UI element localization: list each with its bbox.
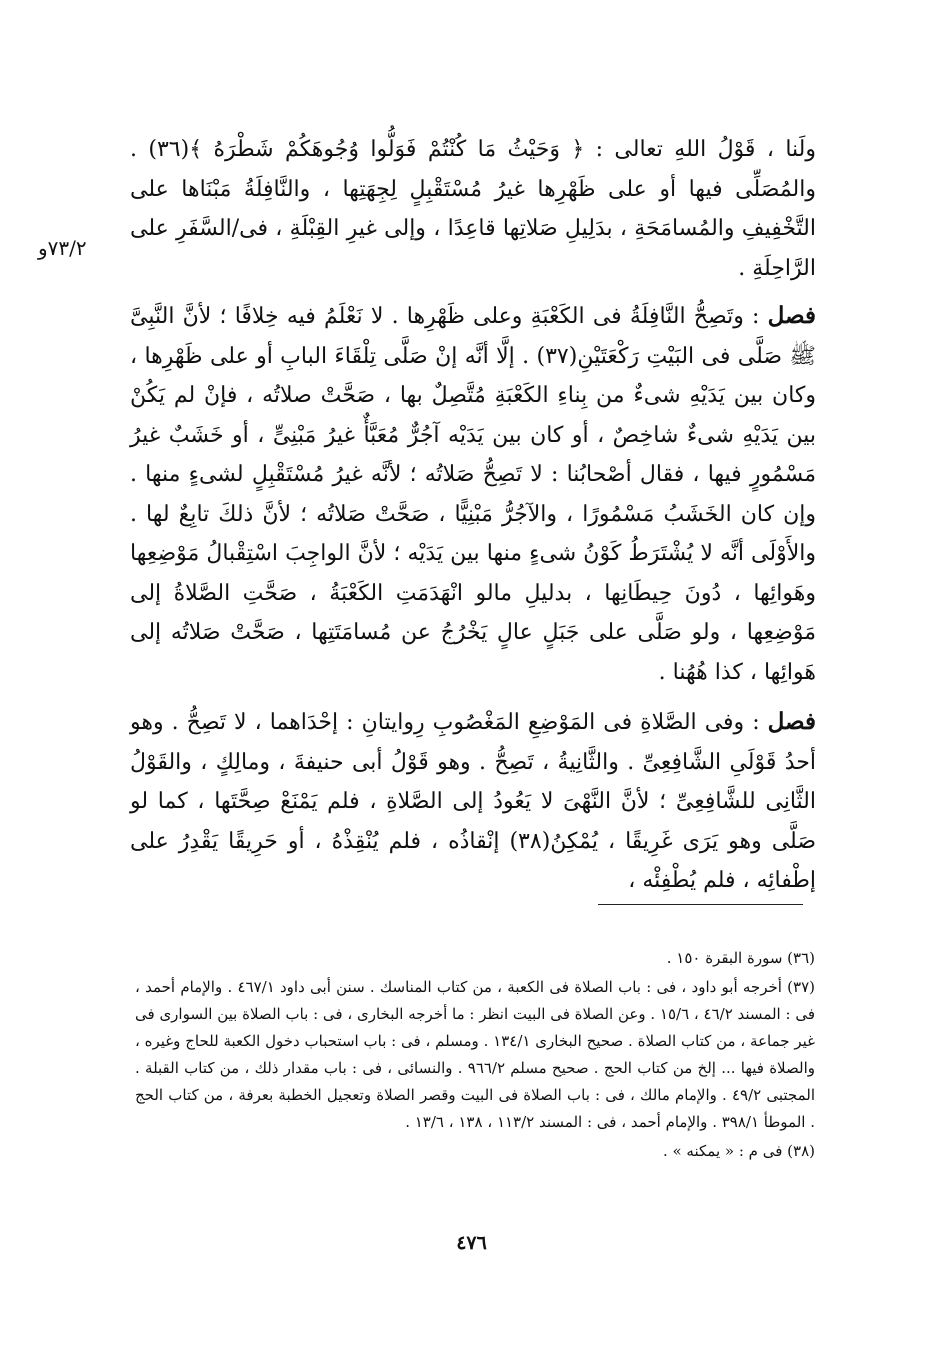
page-number: ٤٧٦ <box>456 1232 487 1254</box>
paragraph <box>130 130 816 288</box>
footnote: (٣٧) أخرجه أبو داود ، فى : باب الصلاة فى الكعبة ، من كتاب المناسك . سنن أبى داود ٤٦٧/١ . والإمام أحمد ، فى : المسند ٤٦/٢ ، ١٥/٦ . وعن الصلاة فى البيت انظر : ما أخرجه البخارى ، فى : باب الصلاة بين السوارى فى غير جماعة ، من كتاب الصلاة . صحيح البخارى ١٣٤/١ . ومسلم ، فى : باب استحباب دخول الكعبة للحاج وغيره ، والصلاة فيها ... إلخ من كتاب الحج . صحيح مسلم ٩٦٦/٢ . والنسائى ، فى : باب مقدار ذلك ، من كتاب القبلة . المجتبى ٤٩/٢ . والإمام مالك ، فى : باب الصلاة فى البيت وقصر الصلاة وتعجيل الخطبة بعرفة ، من كتاب الحج . الموطأ ٣٩٨/١ . والإمام أحمد ، فى : المسند ١١٣/٢ ، ١٣٨ ، ١٣/٦ . <box>135 978 816 1131</box>
footnote-separator <box>598 904 803 905</box>
main-text-body <box>130 130 816 911</box>
paragraph-text: : وتَصِحُّ النَّافِلَةُ فى الكَعْبَةِ وعلى ظَهْرِها . لا نَعْلَمُ فيه خِلافًا ؛ لأنَّ النَّبِىَّ ﷺ صَلَّى فى البَيْتِ رَكْعَتَيْنِ(٣٧) . إلَّا أنَّه إنْ صَلَّى تِلْقَاءَ البابِ أو على ظَهْرِها ، وكان بين يَدَيْهِ شىءٌ من بِناءِ الكَعْبَةِ مُتَّصِلٌ بها ، صَحَّتْ صلاتُه ، فإنْ لم يَكُنْ بين يَدَيْهِ شىءٌ شاخِصٌ ، أو كان بين يَدَيْه آجُرٌّ مُعَبَّأٌ غيرُ مَبْنِىٍّ ، أو خَشَبٌ غيرُ مَسْمُورٍ فيها ، فقال أصْحابُنا : لا تَصِحُّ صَلاتُه ؛ لأنَّه غيرُ مُسْتَقْبِلٍ لشىءٍ منها . وإن كان الخَشَبُ مَسْمُورًا ، والآجُرُّ مَبْنِيًّا ، صَحَّتْ صَلاتُه ؛ لأنَّ ذلكَ تابِعٌ لها . والأَوْلَى أنَّه لا يُشْتَرَطُ كَوْنُ شىءٍ منها بين يَدَيْه ؛ لأنَّ الواجِبَ اسْتِقْبالُ مَوْضِعِها وهَوائِها ، دُونَ حِيطَانِها ، بدليلِ مالو انْهَدَمَتِ الكَعْبَةُ ، صَحَّتِ الصَّلاةُ إلى مَوْضِعِها ، ولو صَلَّى على جَبَلٍ عالٍ يَخْرُجُ عن مُسامَتَتِها ، صَحَّتْ صَلاتُه إلى هَوائِها ، كذا هُهُنا . <box>130 304 817 685</box>
section-heading: فصل <box>767 302 816 329</box>
footnotes <box>135 945 815 1167</box>
paragraph <box>130 702 816 901</box>
margin-folio-reference: ٧٣/٢و <box>38 236 87 260</box>
paragraph-text: ولَنا ، قَوْلُ اللهِ تعالى : ﴿ وَحَيْثُ مَا كُنْتُمْ فَوَلُّوا وُجُوهَكُمْ شَطْرَهُ ﴾(٣٦) . والمُصَلِّى فيها أو على ظَهْرِها غيرُ مُسْتَقْبِلٍ لِجِهَتِها ، والنَّافِلَةُ مَبْنَاها على التَّخْفِيفِ والمُسامَحَةِ ، بدَلِيلِ صَلاتِها قاعِدًا ، وإلى غيرِ القِبْلَةِ ، فى/السَّفَرِ على الرَّاحِلَةِ . <box>130 137 817 281</box>
footnote: (٣٦) سورة البقرة ١٥٠ . <box>666 949 815 967</box>
paragraph <box>130 296 816 692</box>
section-heading: فصل <box>767 708 816 735</box>
paragraph-text: : وفى الصَّلاةِ فى المَوْضِعِ المَغْصُوبِ رِوايتانِ : إحْدَاهما ، لا تَصِحُّ . وهو أحدُ قَوْلَىِ الشَّافِعِىِّ . والثَّانِيةُ ، تَصِحُّ . وهو قَوْلُ أبى حنيفةَ ، ومالِكٍ ، والقَوْلُ الثَّانِى للشَّافِعِىِّ ؛ لأنَّ النَّهْىَ لا يَعُودُ إلى الصَّلاةِ ، فلم يَمْنَعْ صِحَّتَها ، كما لو صَلَّى وهو يَرَى غَرِيقًا ، يُمْكِنُ(٣٨) إنْقاذُه ، فلم يُنْقِذْهُ ، أو حَرِيقًا يَقْدِرُ على إطْفائِه ، فلم يُطْفِئْه ، <box>130 710 817 893</box>
footnote: (٣٨) فى م : « يمكنه » . <box>662 1142 815 1160</box>
